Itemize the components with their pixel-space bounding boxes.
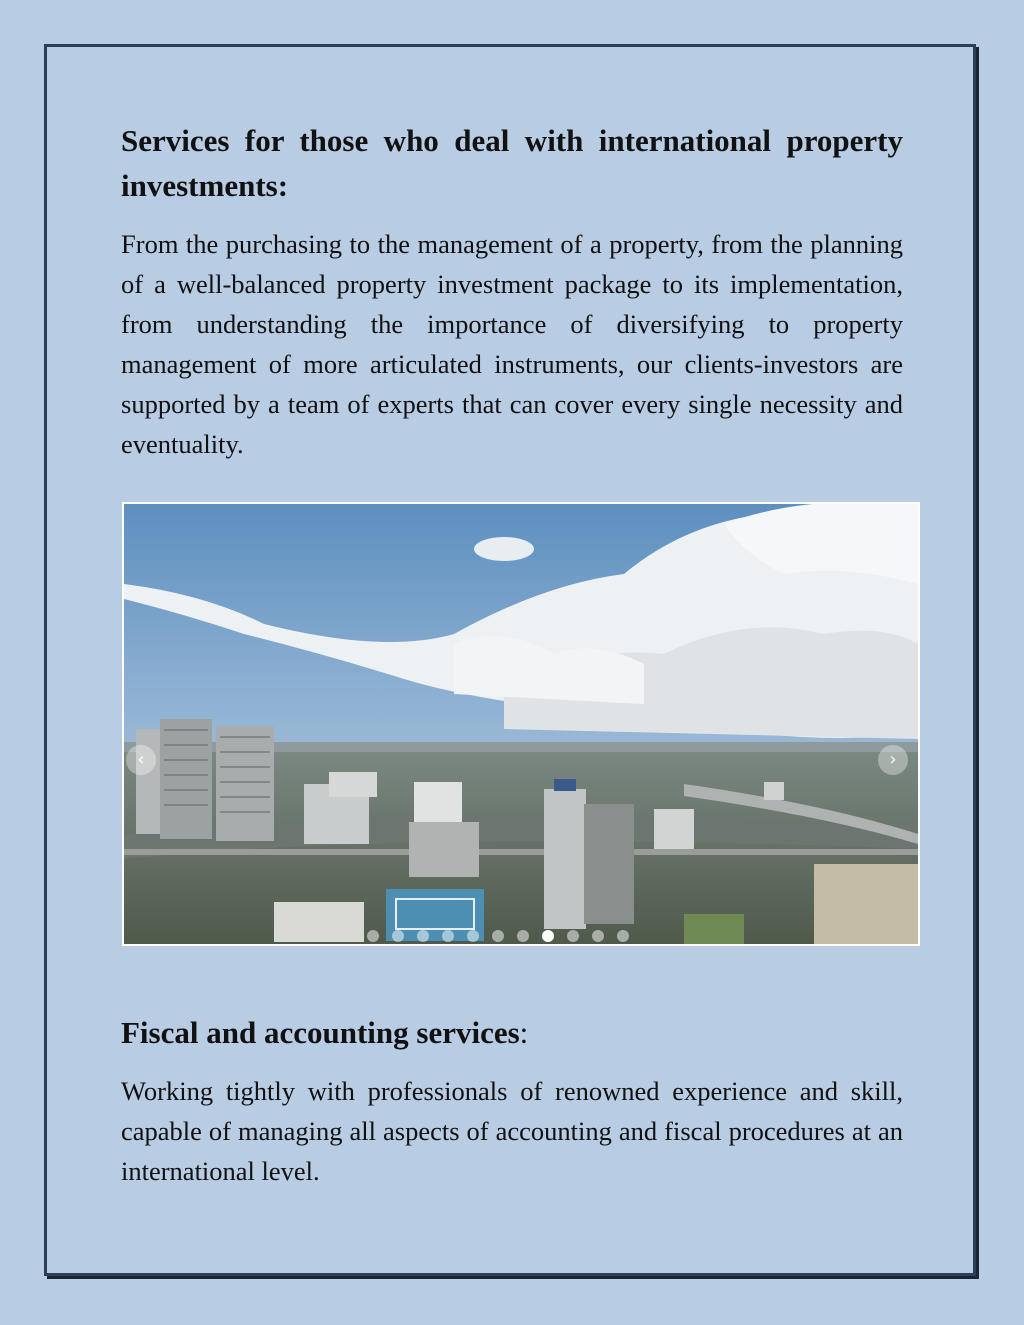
- slide-dot-8[interactable]: [542, 930, 554, 942]
- section-heading-fiscal-accounting-text: Fiscal and accounting services: [121, 1015, 520, 1050]
- slide-dot-3[interactable]: [417, 930, 429, 942]
- chevron-left-icon[interactable]: ‹: [126, 745, 156, 775]
- slide-dot-7[interactable]: [517, 930, 529, 942]
- slide-dot-2[interactable]: [392, 930, 404, 942]
- chevron-right-icon[interactable]: ›: [878, 745, 908, 775]
- slide-indicators: [124, 930, 918, 942]
- section-heading-fiscal-accounting: [121, 1010, 903, 1055]
- slide-dot-10[interactable]: [592, 930, 604, 942]
- city-skyline-photo: [124, 504, 918, 944]
- section-body-property-investments: From the purchasing to the management of a property, from the planning of a well-balanced property investment package to its implementation, from understanding the importance of diversifying to property management of more articulated instruments, our clients-investors are supported by a team of experts that can cover every single necessity and eventuality.: [121, 229, 903, 459]
- slide-dot-6[interactable]: [492, 930, 504, 942]
- slide-dot-4[interactable]: [442, 930, 454, 942]
- slide-dot-5[interactable]: [467, 930, 479, 942]
- image-slider[interactable]: [122, 502, 920, 946]
- slide-dot-9[interactable]: [567, 930, 579, 942]
- slide-dot-11[interactable]: [617, 930, 629, 942]
- heading-colon: :: [519, 1015, 529, 1050]
- slide-dot-1[interactable]: [367, 930, 379, 942]
- section-heading-property-investments: Services for those who deal with international property investments:: [121, 123, 903, 203]
- section-body-fiscal-accounting: Working tightly with professionals of renowned experience and skill, capable of managing all aspects of accounting and fiscal procedures at an international level.: [121, 1076, 903, 1186]
